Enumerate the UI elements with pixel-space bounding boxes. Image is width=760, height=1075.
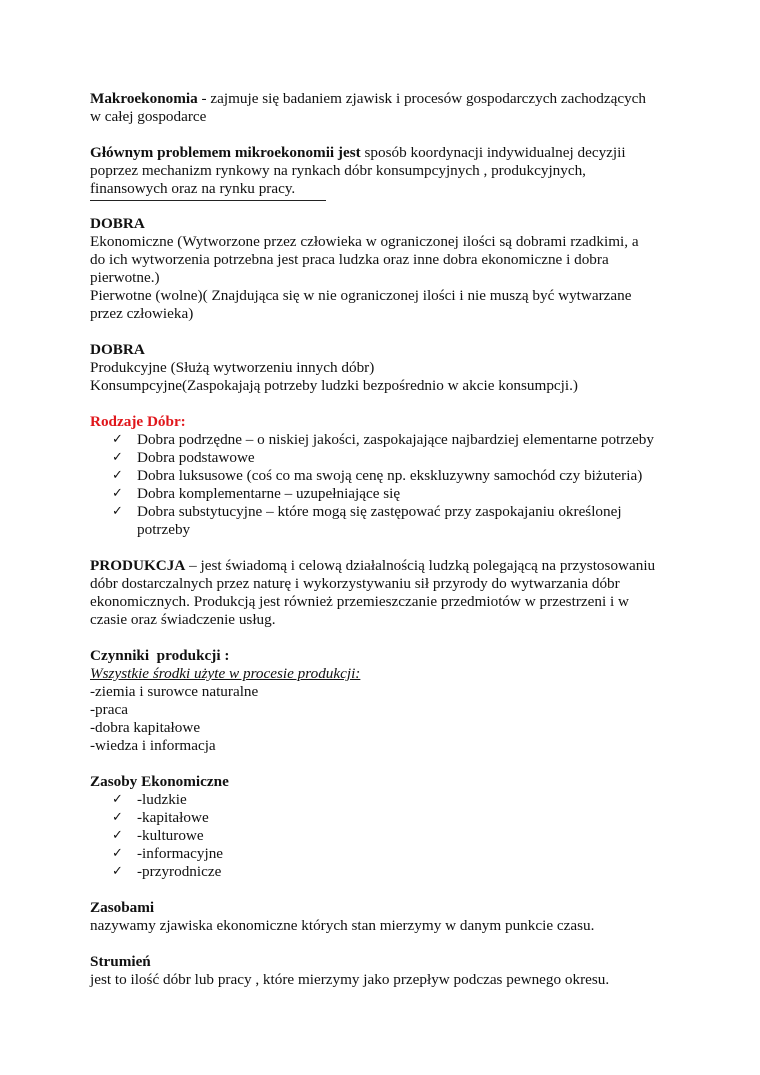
check-icon: ✓: [112, 828, 123, 843]
list-item: [112, 863, 690, 881]
check-icon: ✓: [112, 486, 123, 501]
check-icon: ✓: [112, 864, 123, 879]
dobra1-line: Pierwotne (wolne)( Znajdująca się w nie ograniczonej ilości i nie muszą być wytwarzane: [90, 287, 632, 304]
zasoby-list: [90, 791, 690, 881]
rodzaje-heading: Rodzaje Dóbr:: [90, 413, 186, 430]
czynniki-item: -dobra kapitałowe: [90, 719, 201, 736]
document-body: [90, 90, 690, 989]
dobra2-line: Produkcyjne (Służą wytworzeniu innych dóbr): [90, 359, 375, 376]
list-item: [112, 431, 690, 449]
dobra-heading-1: DOBRA: [90, 215, 145, 232]
czynniki-subheading: Wszystkie środki użyte w procesie produkcji:: [90, 665, 361, 682]
produkcja-section: [90, 557, 690, 629]
problem-line-2: poprzez mechanizm rynkowy na rynkach dóbr konsumpcyjnych , produkcyjnych,: [90, 162, 586, 179]
makro-rest: - zajmuje się badaniem zjawisk i procesów gospodarczych zachodzących: [197, 90, 646, 107]
check-icon: ✓: [112, 792, 123, 807]
list-item-text: -informacyjne: [137, 845, 224, 862]
dobra-section-1: [90, 215, 690, 323]
check-icon: ✓: [112, 504, 123, 519]
horizontal-rule: [90, 200, 326, 201]
strumien-section: [90, 953, 690, 989]
list-item: [112, 485, 690, 503]
list-item-text: Dobra substytucyjne – które mogą się zastępować przy zaspokajaniu określonej: [137, 503, 622, 520]
rodzaje-section: [90, 413, 690, 539]
dobra1-line: do ich wytworzenia potrzebna jest praca ludzka oraz inne dobra ekonomiczne i dobra: [90, 251, 609, 268]
problem-line-3: finansowych oraz na rynku pracy.: [90, 180, 296, 197]
produkcja-line-1: [90, 557, 690, 575]
list-item: [112, 449, 690, 467]
zasobami-text: nazywamy zjawiska ekonomiczne których stan mierzymy w danym punkcie czasu.: [90, 917, 595, 934]
dobra-heading-2: DOBRA: [90, 341, 145, 358]
list-item-text: -ludzkie: [137, 791, 187, 808]
problem-definition: [90, 144, 690, 198]
list-item: [112, 503, 690, 539]
makro-line-1: [90, 90, 690, 108]
zasoby-section: [90, 773, 690, 881]
list-item-text: Dobra podstawowe: [137, 449, 255, 466]
zasoby-heading: Zasoby Ekonomiczne: [90, 773, 229, 790]
list-item: [112, 809, 690, 827]
rodzaje-list: [90, 431, 690, 539]
list-item-text: -przyrodnicze: [137, 863, 222, 880]
check-icon: ✓: [112, 450, 123, 465]
list-item-text: Dobra podrzędne – o niskiej jakości, zaspokajające najbardziej elementarne potrzeby: [137, 431, 654, 448]
dobra-section-2: [90, 341, 690, 395]
list-item: [112, 791, 690, 809]
makro-term: Makroekonomia: [90, 90, 198, 107]
produkcja-line: czasie oraz świadczenie usług.: [90, 611, 276, 628]
dobra2-line: Konsumpcyjne(Zaspokajają potrzeby ludzki bezpośrednio w akcie konsumpcji.): [90, 377, 578, 394]
problem-line-1: [90, 144, 690, 162]
czynniki-heading: Czynniki produkcji :: [90, 647, 230, 664]
check-icon: ✓: [112, 468, 123, 483]
list-item: [112, 467, 690, 485]
dobra1-line: przez człowieka): [90, 305, 194, 322]
check-icon: ✓: [112, 810, 123, 825]
problem-rest: sposób koordynacji indywidualnej decyzjii: [360, 144, 626, 161]
list-item: [112, 845, 690, 863]
list-item: [112, 827, 690, 845]
list-item-text: Dobra komplementarne – uzupełniające się: [137, 485, 401, 502]
list-item-text: -kulturowe: [137, 827, 204, 844]
czynniki-item: -wiedza i informacja: [90, 737, 216, 754]
strumien-text: jest to ilość dóbr lub pracy , które mierzymy jako przepływ podczas pewnego okresu.: [90, 971, 610, 988]
check-icon: ✓: [112, 846, 123, 861]
produkcja-term: PRODUKCJA: [90, 557, 186, 574]
czynniki-item: -ziemia i surowce naturalne: [90, 683, 259, 700]
produkcja-line: ekonomicznych. Produkcją jest również przemieszczanie przedmiotów w przestrzeni i w: [90, 593, 629, 610]
zasobami-heading: Zasobami: [90, 899, 155, 916]
list-item-text-cont: potrzeby: [137, 521, 191, 538]
czynniki-section: [90, 647, 690, 755]
dobra1-line: Ekonomiczne (Wytworzone przez człowieka w ograniczonej ilości są dobrami rzadkimi, a: [90, 233, 639, 250]
czynniki-item: -praca: [90, 701, 128, 718]
produkcja-line: dóbr dostarczalnych przez naturę i wykorzystywaniu sił przyrody do wytwarzania dóbr: [90, 575, 620, 592]
produkcja-rest: – jest świadomą i celową działalnością ludzką polegającą na przystosowaniu: [185, 557, 656, 574]
list-item-text: Dobra luksusowe (coś co ma swoją cenę np. ekskluzywny samochód czy biżuteria): [137, 467, 643, 484]
strumien-heading: Strumień: [90, 953, 151, 970]
check-icon: ✓: [112, 432, 123, 447]
makro-line-2: w całej gospodarce: [90, 108, 207, 125]
zasobami-section: [90, 899, 690, 935]
list-item-text: -kapitałowe: [137, 809, 209, 826]
makro-definition: [90, 90, 690, 126]
dobra1-line: pierwotne.): [90, 269, 160, 286]
problem-term: Głównym problemem mikroekonomii jest: [90, 144, 361, 161]
